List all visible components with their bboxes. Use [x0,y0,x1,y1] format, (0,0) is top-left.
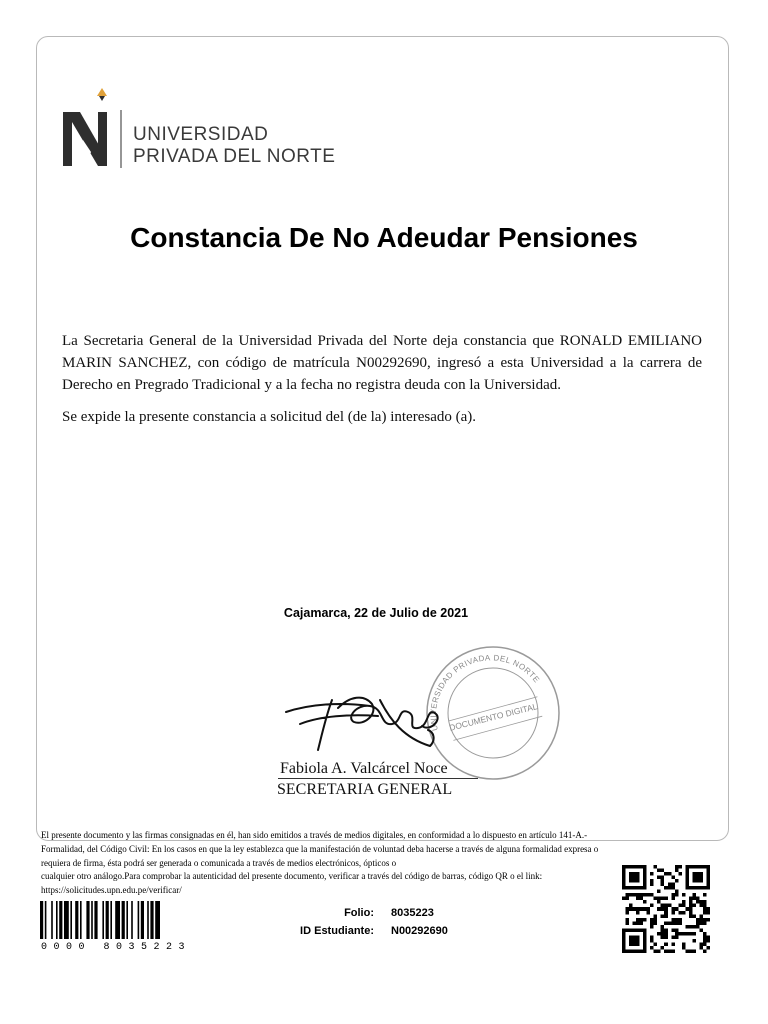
legal-line-2: Formalidad, del Código Civil: En los casos en que la ley establezca que la manifestación de voluntad deba hacerse a través de alguna formalidad expresa o [41,843,599,854]
signature-line [278,778,478,779]
footer-labels [290,904,374,940]
signer-role: SECRETARIA GENERAL [277,781,453,798]
student-id-value: N00292690 [391,925,448,937]
folio-value: 8035223 [391,907,434,919]
verification-link[interactable]: https://solicitudes.upn.edu.pe/verificar/ [41,885,182,896]
logo-n-icon [63,88,107,166]
body-paragraph-1: La Secretaria General de la Universidad Privada del Norte deja constancia que RONALD EMILIANO MARIN SANCHEZ, con código de matrícula N00292690, ingresó a esta Universidad a la carrera de Derecho en Pregrado Tradicional y a la fecha no registra deuda con la Universidad. [62,333,702,393]
issue-date: Cajamarca, 22 de Julio de 2021 [283,606,469,620]
barcode [40,901,220,939]
handwritten-signature [280,686,450,756]
student-id-label: ID Estudiante: [300,925,374,937]
seal-outer-text: UNIVERSIDAD PRIVADA DEL NORTE [428,653,542,732]
logo-line-1: UNIVERSIDAD [133,124,269,145]
document-body [62,330,702,438]
legal-line-4: cualquier otro análogo.Para comprobar la autenticidad del presente documento, verificar a través del código de barras, código QR o el link: [41,871,543,882]
legal-line-3: requiera de firma, ésta podrá ser generada o comunicada a través de medios electrónicos, ópticos o [41,857,397,868]
folio-label: Folio: [344,907,374,919]
signer-name: Fabiola A. Valcárcel Noce [280,760,448,777]
university-name [133,124,335,168]
legal-notice [41,829,681,898]
document-title: Constancia De No Adeudar Pensiones [130,222,638,253]
qr-code [622,864,710,954]
legal-line-1: El presente documento y las firmas consignadas en él, han sido emitidos a través de medios digitales, en conformidad a lo dispuesto en artículo 141-A.- [41,830,588,840]
barcode-number: 0000 8035223 [41,942,192,953]
logo-line-2: PRIVADA DEL NORTE [133,146,336,167]
body-paragraph-2: Se expide la presente constancia a solicitud del (de la) interesado (a). [62,409,476,425]
seal-center-text: DOCUMENTO DIGITAL [448,701,539,733]
footer-values [391,904,448,940]
